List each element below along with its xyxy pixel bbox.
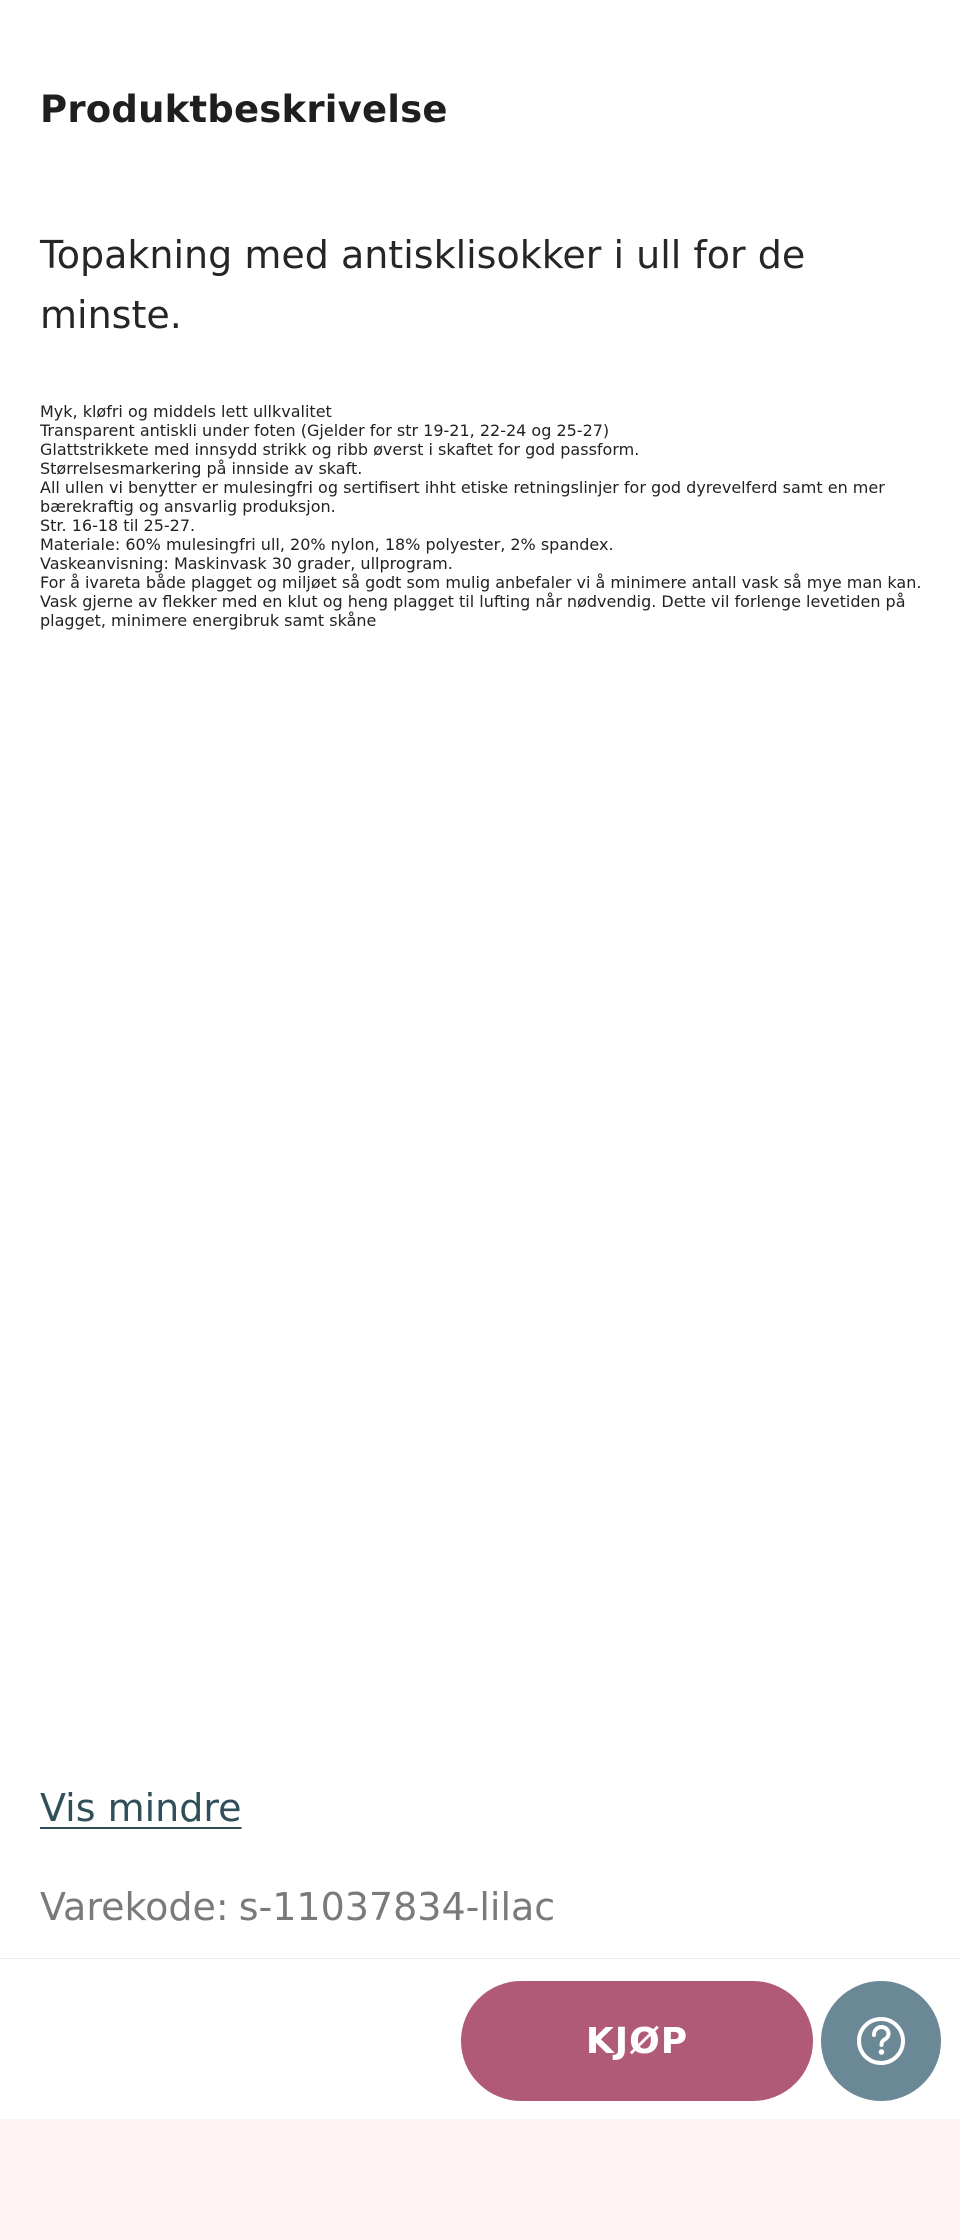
feature-list-item: Størrelsesmarkering på innside av skaft. [40,459,363,478]
feature-list-item: Vaskeanvisning: Maskinvask 30 grader, ullprogram. [40,554,453,573]
product-feature-list [40,402,960,630]
product-sku [40,1885,555,1929]
feature-list-item: Transparent antiskli under foten (Gjelder for str 19-21, 22-24 og 25-27) [40,421,610,440]
footer-band [0,2119,960,2240]
help-button[interactable] [821,1981,941,2101]
show-less-link[interactable]: Vis mindre [40,1786,242,1830]
question-circle-icon [855,2015,907,2067]
sku-label: Varekode: [40,1885,229,1929]
buy-button[interactable]: KJØP [461,1981,813,2101]
feature-list-item: Glattstrikkete med innsydd strikk og ribb øverst i skaftet for god passform. [40,440,640,459]
sku-value: s-11037834-lilac [238,1885,556,1929]
product-feature-list-container [0,402,960,1772]
product-intro-text: Topakning med antisklisokker i ull for de minste. [40,233,806,337]
feature-list-item: Str. 16-18 til 25-27. [40,516,196,535]
feature-list-item: All ullen vi benytter er mulesingfri og sertifisert ihht etiske retningslinjer for god dyrevelferd samt en mer bærekraftig og ansvarlig produksjon. [40,478,885,516]
feature-list-item: For å ivareta både plagget og miljøet så godt som mulig anbefaler vi å minimere antall vask så mye man kan. Vask gjerne av flekker med en klut og heng plagget til lufting når nødvendig. Dette vil forlenge levetiden på plagget, minimere energibruk samt skåne [40,573,922,630]
feature-list-item: Myk, kløfri og middels lett ullkvalitet [40,402,332,421]
product-description-heading: Produktbeskrivelse [40,88,448,131]
feature-list-item: Materiale: 60% mulesingfri ull, 20% nylon, 18% polyester, 2% spandex. [40,535,614,554]
